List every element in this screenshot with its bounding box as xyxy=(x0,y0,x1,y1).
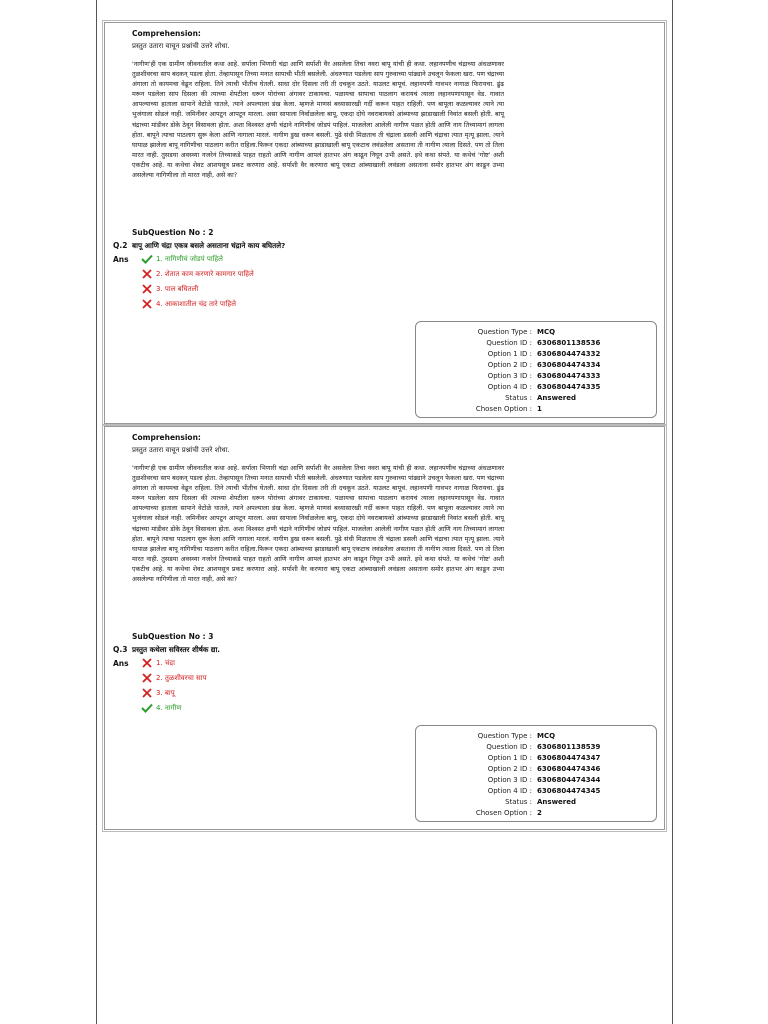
info-value: 6306801138536 xyxy=(537,339,601,347)
option-label: 2. शेतात काम करणारे कामगार पाहिले xyxy=(156,269,254,278)
info-row xyxy=(416,765,656,776)
info-value: MCQ xyxy=(537,732,556,740)
info-value: 6306804474344 xyxy=(537,776,601,784)
page-left-rule xyxy=(96,0,97,1024)
info-row xyxy=(416,809,656,820)
info-row xyxy=(416,798,656,809)
info-key: Option 2 ID : xyxy=(487,765,532,773)
info-row xyxy=(416,350,656,361)
info-value: 6306804474345 xyxy=(537,787,601,795)
option-3 xyxy=(141,687,175,699)
check-icon xyxy=(141,254,153,264)
cross-icon xyxy=(141,299,153,309)
info-key: Question ID : xyxy=(486,339,532,347)
comprehension-passage: 'नागीण'ही एक ग्रामीण जीवनातील कथा आहे. सर्पाला भिणारी चंद्रा आणि सर्पाशी वैर असलेला तिचा नवरा बापू यांची ही कथा. लहानपणीच चंद्राच्या अंधळणावर तुळशीवरचा साप बदकन् पडला होता. तेव्हापासून तिच्या मनात सापाची भीती बसलेली. अंधरुणात पडलेला साप गुरुवाच्या पांढ्याने उचलून फेकला खरा. पण चंद्राच्या अंगाला तो कायमचा वेढून राहिला. तिने त्याची भीतीच घेतली. साधा दोर दिसला तरी ती दचकून उठते. याउलट बापूचं. लहानपणी गावभर नागाळ फिरायचा. ढुंढ मरून पडलेला साप दिसला की त्याच्या शेपटीला धरून पोरांच्या अंगावर टाकायचा. पळायचा सापाचा पाठलाग करायचं त्याला लहानपणापासून वेड. गावात आपल्याच्या हाताला सापाने वेटोळे घातले, त्याने अपल्याला डंख केला. म्हणजे माणसं बध्यासारखी गर्दी करून पाहत राहिली. पण बापूला कळल्यावर त्याने त्या भुजंगाला सोडलं नाही. जमिनीवर आपटून आपटून मारला. असा सापाला निर्वाळलेला बापू, एकदा दोघे नवराबायको आंब्याच्या झाडाखाली निवांत बसली होती. बापू चंद्राच्या मांडीवर डोके ठेवून विसावला होता. अशा विश्वस्त क्षणी चंद्राने नागिणीचं जोडपं पाहिलं. माजलेला आलेली नागीण पळत होती आणि नाग तिच्यामागं लागला होता. बापूने त्याचा पाठलाग सुरू केला आणि नागाला मारलं. नागीण डुख धरून बसली. पुढे संधी मिळताच ती चंद्राला डसली आणि चंद्राचा त्यात मृत्यू झाला. त्याने घायाळ झालेला बापू नागिणीचा पाठलाग करीत राहिला.फिरून एकदा आंब्याच्या झाडाखाली बापू एकटाच लवंडलेला असताना ती नागीण त्याला दिसते. पण तो तिला मारत नाही. तुसडया अवस्थ्या नजरेनं तिच्याकडे पाहत राहतो आणि नागीण आपलं हातभर अंग काढून निघून उभी असते. इथे कथा संपते. या कथेचं 'गोष्ट' अशी एकटीच आहे. या कथेचा शेवट आशयसूत्र प्रकट करणारा आहे. सर्पाशी वैर करणारा बापू एकटा आंब्याखाली लवंडला असताना समोर हातभर अंग काढून उभ्या असलेल्या नागिणीला तो मारत नाही, असे का? xyxy=(132,60,504,180)
comprehension-instruction: प्रस्तुत उतारा वाचून प्रश्नांची उत्तरे शोधा. xyxy=(132,42,230,50)
info-row xyxy=(416,394,656,405)
info-value: 6306804474347 xyxy=(537,754,601,762)
cross-icon xyxy=(141,269,153,279)
comprehension-passage: 'नागीण'ही एक ग्रामीण जीवनातील कथा आहे. सर्पाला भिणारी चंद्रा आणि सर्पाशी वैर असलेला तिचा नवरा बापू यांची ही कथा. लहानपणीच चंद्राच्या अंधळणावर तुळशीवरचा साप बदकन् पडला होता. तेव्हापासून तिच्या मनात सापाची भीती बसलेली. अंधरुणात पडलेला साप गुरुवाच्या पांढ्याने उचलून फेकला खरा. पण चंद्राच्या अंगाला तो कायमचा वेढून राहिला. तिने त्याची भीतीच घेतली. साधा दोर दिसला तरी ती दचकून उठते. याउलट बापूचं. लहानपणी गावभर नागाळ फिरायचा. ढुंढ मरून पडलेला साप दिसला की त्याच्या शेपटीला धरून पोरांच्या अंगावर टाकायचा. पळायचा सापाचा पाठलाग करायचं त्याला लहानपणापासून वेड. गावात आपल्याच्या हाताला सापाने वेटोळे घातले, त्याने अपल्याला डंख केला. म्हणजे माणसं बध्यासारखी गर्दी करून पाहत राहिली. पण बापूला कळल्यावर त्याने त्या भुजंगाला सोडलं नाही. जमिनीवर आपटून आपटून मारला. असा सापाला निर्वाळलेला बापू, एकदा दोघे नवराबायको आंब्याच्या झाडाखाली निवांत बसली होती. बापू चंद्राच्या मांडीवर डोके ठेवून विसावला होता. अशा विश्वस्त क्षणी चंद्राने नागिणीचं जोडपं पाहिलं. माजलेला आलेली नागीण पळत होती आणि नाग तिच्यामागं लागला होता. बापूने त्याचा पाठलाग सुरू केला आणि नागाला मारलं. नागीण डुख धरून बसली. पुढे संधी मिळताच ती चंद्राला डसली आणि चंद्राचा त्यात मृत्यू झाला. त्याने घायाळ झालेला बापू नागिणीचा पाठलाग करीत राहिला.फिरून एकदा आंब्याच्या झाडाखाली बापू एकटाच लवंडलेला असताना ती नागीण त्याला दिसते. पण तो तिला मारत नाही. तुसडया अवस्थ्या नजरेनं तिच्याकडे पाहत राहतो आणि नागीण आपलं हातभर अंग काढून निघून उभी असते. इथे कथा संपते. या कथेचं 'गोष्ट' अशी एकटीच आहे. या कथेचा शेवट आशयसूत्र प्रकट करणारा आहे. सर्पाशी वैर करणारा बापू एकटा आंब्याखाली लवंडला असताना समोर हातभर अंग काढून उभ्या असलेल्या नागिणीला तो मारत नाही, असे का? xyxy=(132,464,504,584)
comprehension-label: Comprehension: xyxy=(132,29,201,38)
question-text: प्रस्तुत कथेला सविस्तर शीर्षक द्या. xyxy=(132,645,221,654)
info-row xyxy=(416,372,656,383)
option-1 xyxy=(141,253,223,265)
option-label: 3. बापू xyxy=(156,688,175,697)
answer-label: Ans xyxy=(113,255,129,264)
info-value: Answered xyxy=(537,394,576,402)
info-key: Option 1 ID : xyxy=(487,350,532,358)
option-2 xyxy=(141,672,207,684)
question-info-panel xyxy=(415,321,657,418)
page-right-rule xyxy=(672,0,673,1024)
info-key: Option 3 ID : xyxy=(487,776,532,784)
info-value: 6306804474333 xyxy=(537,372,601,380)
option-1 xyxy=(141,657,175,669)
info-value: Answered xyxy=(537,798,576,806)
question-number: Q.3 xyxy=(113,645,128,654)
question-block-2 xyxy=(104,426,665,830)
info-value: 6306804474332 xyxy=(537,350,601,358)
info-key: Option 3 ID : xyxy=(487,372,532,380)
option-4 xyxy=(141,298,236,310)
check-icon xyxy=(141,703,153,713)
info-row xyxy=(416,328,656,339)
cross-icon xyxy=(141,673,153,683)
question-info-panel xyxy=(415,725,657,822)
info-row xyxy=(416,776,656,787)
option-label: 4. आकाशातील चंद्र तारे पाहिले xyxy=(156,299,236,308)
question-text: बापू आणि चंद्रा एकत्र बसले असताना चंद्राने काय बघितले? xyxy=(132,241,286,250)
info-value: 6306804474346 xyxy=(537,765,601,773)
option-label: 1. चंद्रा xyxy=(156,658,175,667)
info-key: Question Type : xyxy=(477,732,532,740)
info-key: Question Type : xyxy=(477,328,532,336)
option-3 xyxy=(141,283,198,295)
subquestion-number: SubQuestion No : 2 xyxy=(132,228,214,237)
question-block-1 xyxy=(104,22,665,424)
subquestion-number: SubQuestion No : 3 xyxy=(132,632,214,641)
info-key: Status : xyxy=(505,798,532,806)
info-value: 6306804474334 xyxy=(537,361,601,369)
option-label: 2. तुळशीवरचा साप xyxy=(156,673,207,682)
info-row xyxy=(416,383,656,394)
option-2 xyxy=(141,268,254,280)
info-key: Status : xyxy=(505,394,532,402)
info-value: 1 xyxy=(537,405,542,413)
answer-label: Ans xyxy=(113,659,129,668)
info-value: MCQ xyxy=(537,328,556,336)
info-value: 2 xyxy=(537,809,542,817)
comprehension-instruction: प्रस्तुत उतारा वाचून प्रश्नांची उत्तरे शोधा. xyxy=(132,446,230,454)
info-key: Chosen Option : xyxy=(475,809,532,817)
info-row xyxy=(416,405,656,416)
info-row xyxy=(416,732,656,743)
info-key: Question ID : xyxy=(486,743,532,751)
info-row xyxy=(416,743,656,754)
cross-icon xyxy=(141,658,153,668)
info-row xyxy=(416,787,656,798)
info-row xyxy=(416,339,656,350)
comprehension-label: Comprehension: xyxy=(132,433,201,442)
info-value: 6306801138539 xyxy=(537,743,601,751)
option-4 xyxy=(141,702,181,714)
cross-icon xyxy=(141,284,153,294)
option-label: 4. नागीण xyxy=(156,703,182,712)
info-key: Option 4 ID : xyxy=(487,787,532,795)
info-key: Chosen Option : xyxy=(475,405,532,413)
info-row xyxy=(416,754,656,765)
question-number: Q.2 xyxy=(113,241,128,250)
info-key: Option 1 ID : xyxy=(487,754,532,762)
info-row xyxy=(416,361,656,372)
info-key: Option 2 ID : xyxy=(487,361,532,369)
info-key: Option 4 ID : xyxy=(487,383,532,391)
option-label: 3. पाल बघितली xyxy=(156,284,199,293)
option-label: 1. नागिणीचं जोडपं पाहिले xyxy=(156,254,223,263)
info-value: 6306804474335 xyxy=(537,383,601,391)
cross-icon xyxy=(141,688,153,698)
